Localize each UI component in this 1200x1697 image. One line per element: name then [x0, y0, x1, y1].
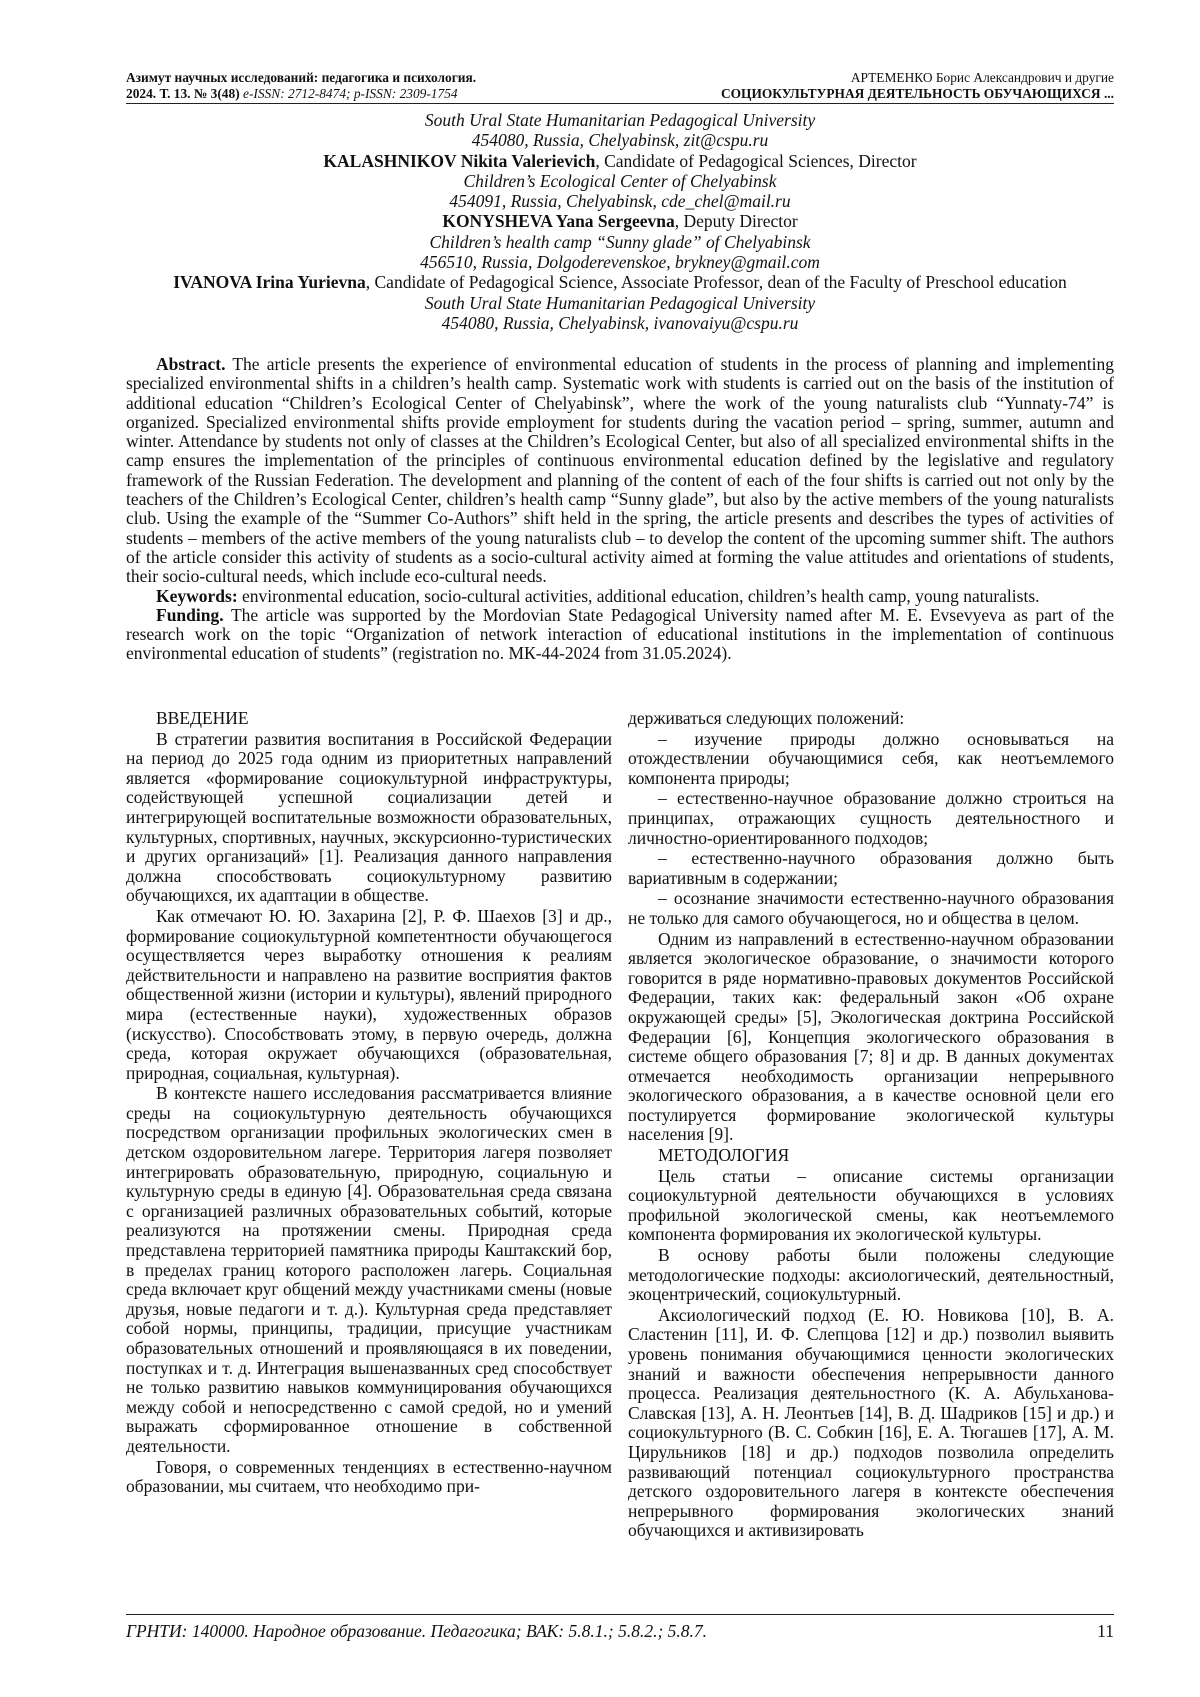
journal-title: Азимут научных исследований: педагогика и психология. [126, 70, 477, 85]
author-position: , Candidate of Pedagogical Science, Associate Professor, dean of the Faculty of Preschool education [365, 272, 1067, 293]
section-heading-methodology: МЕТОДОЛОГИЯ [658, 1145, 790, 1166]
paragraph: Как отмечают Ю. Ю. Захарина [2], Р. Ф. Шаехов [3] и др., формирование социокультурной компетентности обучающегося осуществляется через выработку отношения к реалиям действительности и направлено на развитие восприятия фактов общественной жизни (истории и культуры), явлений природного мира (естественные науки), художественных образов (искусство). Способствовать этому, в первую очередь, должна среда, которая окружает обучающихся (образовательная, природная, социальная, культурная). [126, 905, 612, 1083]
paragraph-continued: держиваться следующих положений: [628, 708, 905, 728]
funding-text: The article was supported by the Mordovian State Pedagogical University named after M. E. Evsevyeva as part of the research work on the topic “Organization of network interaction of educational institutions in the implementation of continuous environmental education of students” (registration no. МК-44-2024 from 31.05.2024). [126, 604, 1114, 664]
abstract-block [126, 355, 1114, 664]
list-item: – естественно-научного образования должно быть вариативным в содержании; [628, 848, 1114, 888]
header-authors: АРТЕМЕНКО Борис Александрович и другие [850, 70, 1114, 85]
affiliation-address: 456510, Russia, Dolgoderevenskoe, brykney@gmail.com [420, 252, 820, 273]
running-header [126, 70, 1114, 106]
author-position: , Deputy Director [674, 211, 798, 232]
author-name: KONYSHEVA Yana Sergeevna [442, 211, 675, 232]
paragraph: Аксиологический подход (Е. Ю. Новикова [10], В. А. Сластенин [11], И. Ф. Слепцова [12] и др.) позволил выявить уровень понимания обучающимися ценности экологических знаний и важности обеспечения непрерывности данного процесса. Реализация деятельностного (К. А. Абульханова-Славская [13], А. Н. Леонтьев [14], В. Д. Шадриков [15] и др.) и социокультурного (В. С. Собкин [16], Е. А. Тюгашев [17], А. М. Цирульников [18] и др.) подходов позволила определить развивающий потенциал социокультурного пространства детского оздоровительного лагеря в контексте обеспечения непрерывного формирования экологических знаний обучающихся и активизировать [628, 1304, 1114, 1541]
author-line [126, 211, 1114, 231]
page-footer [126, 1621, 1114, 1642]
keywords-text: environmental education, socio-cultural activities, additional education, children’s health camp, young naturalists. [237, 585, 1040, 606]
list-item: – изучение природы должно основываться на отождествлении обучающимися себя, как неотъемлемого компонента природы; [628, 728, 1114, 788]
list-item: – осознание значимости естественно-научного образования не только для самого обучающегося, но и общества в целом. [628, 888, 1114, 928]
header-rule [126, 103, 1114, 104]
article-info [721, 70, 1114, 102]
abstract-label: Abstract. [156, 354, 226, 374]
paragraph: Цель статьи – описание системы организации социокультурной деятельности обучающихся в условиях профильной экологической смены, как неотъемлемого компонента формирования их экологической культуры. [628, 1165, 1114, 1245]
paragraph: Говоря, о современных тенденциях в естественно-научном образовании, мы считаем, что необходимо при- [126, 1456, 612, 1497]
paragraph: Одним из направлений в естественно-научном образовании является экологическое образование, о значимости которого говорится в ряде нормативно-правовых документов Российской Федерации, таких как: федеральный закон «Об охране окружающей среды» [5], Экологическая доктрина Российской Федерации [6], Концепция экологического образования в системе общего образования [7; 8] и др. В данных документах отмечается необходимость организации непрерывного экологического образования, а в качестве основной цели его постулируется формирование экологической культуры населения [9]. [628, 928, 1114, 1145]
footer-classification: ГРНТИ: 140000. Народное образование. Педагогика; ВАК: 5.8.1.; 5.8.2.; 5.8.7. [126, 1621, 708, 1641]
paragraph: В основу работы были положены следующие методологические подходы: аксиологический, деятельностный, экоцентрический, социокультурный. [628, 1245, 1114, 1305]
paragraph: В стратегии развития воспитания в Российской Федерации на период до 2025 года одним из приоритетных направлений является «формирование социокультурной инфраструктуры, содействующей успешной социализации детей и интегрирующей воспитательные возможности образовательных, культурных, спортивных, научных, экскурсионно-туристических и других организаций» [1]. Реализация данного направления должна способствовать социокультурному развитию обучающихся, их адаптации в обществе. [126, 728, 612, 906]
issue-number: 2024. Т. 13. № 3(48) [126, 86, 240, 101]
author-name: KALASHNIKOV Nikita Valerievich [323, 150, 596, 171]
header-article-title: СОЦИОКУЛЬТУРНАЯ ДЕЯТЕЛЬНОСТЬ ОБУЧАЮЩИХСЯ ... [720, 86, 1114, 101]
section-heading-introduction: ВВЕДЕНИЕ [156, 708, 249, 728]
affiliation-address: 454080, Russia, Chelyabinsk, zit@cspu.ru [471, 130, 769, 151]
issue-line [126, 86, 476, 102]
issn: e-ISSN: 2712-8474; p-ISSN: 2309-1754 [239, 86, 458, 101]
affiliation-org: South Ural State Humanitarian Pedagogical University [424, 292, 816, 313]
author-name: IVANOVA Irina Yurievna [173, 272, 366, 293]
abstract [126, 355, 1114, 587]
journal-info [126, 70, 476, 102]
author-line [126, 151, 1114, 171]
affiliation-address: 454091, Russia, Chelyabinsk, cde_chel@mail.ru [449, 191, 791, 212]
funding-label: Funding. [156, 604, 224, 625]
left-column [126, 709, 612, 1497]
paragraph: В контексте нашего исследования рассматривается влияние среды на социокультурную деятельность обучающихся посредством организации профильных экологических смен в детском оздоровительном лагере. Территория лагеря позволяет интегрировать образовательную, природную, социальную и культурную среды в единую [4]. Образовательная среда связана с организацией различных образовательных событий, которые реализуются на протяжении смены. Природная среда представлена территорией памятника природы Каштакский бор, в пределах границ которого расположен лагерь. Социальная среда включает круг общений между участниками смены (новые друзья, новые педагоги и т. д.). Культурная среда представляет собой нормы, принципы, традиции, присущие участникам образовательных отношений и проявляющаяся в их поведении, поступках и т. д. Интеграция вышеназванных сред способствует не только развитию навыков коммуницирования обучающихся между собой и непосредственно с самой средой, но и умений выражать сформированное отношение в собственной деятельности. [126, 1083, 612, 1456]
affiliation-address: 454080, Russia, Chelyabinsk, ivanovaiyu@cspu.ru [441, 312, 799, 333]
author-affiliations [126, 110, 1114, 333]
abstract-text: The article presents the experience of environmental education of students in the process of planning and implementing specialized environmental shifts in a children’s health camp. Systematic work with students is carried out on the basis of the institution of additional education “Children’s Ecological Center of Chelyabinsk”, where the work of the young naturalists club “Yunnaty-74” is organized. Specialized environmental shifts provide employment for students during the vacation period – spring, summer, autumn and winter. Attendance by students not only of classes at the Children’s Ecological Center, but also of all specialized environmental shifts in the camp ensures the implementation of the principles of continuous environmental education defined by the legislative and regulatory framework of the Russian Federation. The development and planning of the content of each of the four shifts is carried out not only by the teachers of the Children’s Ecological Center, children’s health camp “Sunny glade”, but also by the active members of the young naturalists club. Using the example of the “Summer Co-Authors” shift held in the spring, the article presents and describes the types of activities of students – members of the active members of the young naturalists club – to develop the content of the upcoming summer shift. The authors of the article consider this activity of students as a socio-cultural activity aimed at forming the value attitudes and orientations of students, their socio-cultural needs, which include eco-cultural needs. [126, 354, 1114, 587]
author-position: , Candidate of Pedagogical Sciences, Director [595, 150, 917, 171]
affiliation-org: South Ural State Humanitarian Pedagogical University [424, 110, 816, 130]
funding [126, 606, 1114, 664]
affiliation-org: Children’s health camp “Sunny glade” of Chelyabinsk [429, 231, 811, 252]
right-column [628, 709, 1114, 1541]
affiliation-org: Children’s Ecological Center of Chelyabinsk [463, 170, 777, 191]
author-line [126, 272, 1114, 292]
footer-rule [126, 1614, 1114, 1615]
page-number: 11 [1097, 1621, 1114, 1641]
keywords-label: Keywords: [156, 585, 238, 606]
list-item: – естественно-научное образование должно строиться на принципах, отражающих сущность деятельностного и личностно-ориентированного подходов; [628, 788, 1114, 848]
keywords [126, 587, 1114, 606]
